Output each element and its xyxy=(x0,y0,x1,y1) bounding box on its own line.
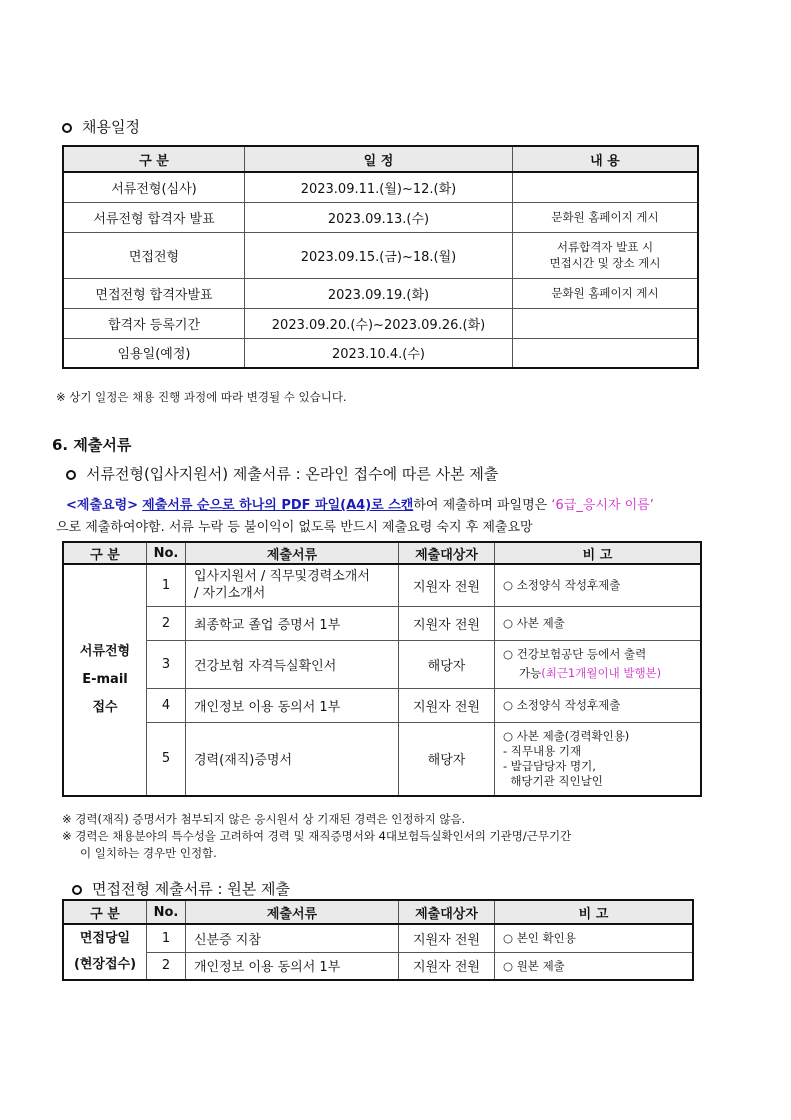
cell: 합격자 등록기간 xyxy=(63,308,245,338)
cell: 면접전형 xyxy=(63,232,245,278)
table-row xyxy=(63,688,701,722)
circle-bullet-icon xyxy=(62,123,72,133)
group-label-line: (현장접수) xyxy=(73,957,137,972)
cell: 해당자 xyxy=(399,722,495,796)
note-line: 이 일치하는 경우만 인정함. xyxy=(80,846,217,860)
cell: 문화원 홈페이지 게시 xyxy=(513,278,699,308)
remark-text: 가능 xyxy=(519,666,542,680)
cell: 입사지원서 / 직무및경력소개서 / 자기소개서 xyxy=(186,564,399,606)
cell: 2023.10.4.(수) xyxy=(245,338,513,368)
cell: 3 xyxy=(147,640,186,688)
cell xyxy=(513,308,699,338)
header-cell: No. xyxy=(147,542,186,564)
cell: 1 xyxy=(147,564,186,606)
table-row xyxy=(63,232,698,278)
schedule-note: ※ 상기 일정은 채용 진행 과정에 따라 변경될 수 있습니다. xyxy=(56,390,347,404)
cell: 서류합격자 발표 시 면접시간 및 장소 게시 xyxy=(513,232,699,278)
header-cell: 제출서류 xyxy=(186,542,399,564)
cell xyxy=(495,640,702,688)
circle-bullet-icon xyxy=(72,885,82,895)
group-label-line: 접수 xyxy=(92,700,118,715)
cell: ○ 소정양식 작성후제출 xyxy=(495,688,702,722)
table-row xyxy=(63,952,693,980)
cell: ○ 본인 확인용 xyxy=(495,924,694,952)
schedule-table xyxy=(62,145,699,369)
header-cell: 비 고 xyxy=(495,900,694,924)
cell: 면접전형 합격자발표 xyxy=(63,278,245,308)
table-row xyxy=(63,308,698,338)
cell: 5 xyxy=(147,722,186,796)
header-cell: No. xyxy=(147,900,186,924)
cell xyxy=(513,172,699,202)
header-cell: 제출대상자 xyxy=(399,542,495,564)
group-label-line: 서류전형 xyxy=(79,644,131,659)
header-cell: 내 용 xyxy=(513,146,699,172)
header-cell: 구 분 xyxy=(63,542,147,564)
cell: 2023.09.20.(수)~2023.09.26.(화) xyxy=(245,308,513,338)
cell: 경력(재직)증명서 xyxy=(186,722,399,796)
group-label xyxy=(63,564,147,796)
table-header-row xyxy=(63,542,701,564)
table-row xyxy=(63,640,701,688)
cell: 2 xyxy=(147,952,186,980)
table-row xyxy=(63,564,701,606)
schedule-heading: 채용일정 xyxy=(62,116,140,137)
cell: 신분증 지참 xyxy=(186,924,399,952)
table-row xyxy=(63,172,698,202)
interview-heading: 면접전형 제출서류 : 원본 제출 xyxy=(72,878,290,899)
cell: 1 xyxy=(147,924,186,952)
table-row xyxy=(63,924,693,952)
header-cell: 비 고 xyxy=(495,542,702,564)
instruction-filename: ‘6급_응시자 이름’ xyxy=(551,498,654,513)
remark-line: ○ 건강보험공단 등에서 출력 xyxy=(503,647,647,661)
circle-bullet-icon xyxy=(66,470,76,480)
cell: 2023.09.13.(수) xyxy=(245,202,513,232)
instruction-emphasis: 제출서류 순으로 하나의 PDF 파일(A4)로 스캔 xyxy=(142,498,414,513)
instruction-text: 하여 제출하며 파일명은 xyxy=(413,498,552,513)
table-header-row xyxy=(63,900,693,924)
cell: 4 xyxy=(147,688,186,722)
cell: 지원자 전원 xyxy=(399,688,495,722)
cell: 최종학교 졸업 증명서 1부 xyxy=(186,606,399,640)
cell: 개인정보 이용 동의서 1부 xyxy=(186,952,399,980)
cell: ○ 사본 제출 xyxy=(495,606,702,640)
header-cell: 제출서류 xyxy=(186,900,399,924)
submission-instructions xyxy=(66,494,654,513)
header-cell: 구 분 xyxy=(63,900,147,924)
cell: 지원자 전원 xyxy=(399,606,495,640)
document-screening-heading: 서류전형(입사지원서) 제출서류 : 온라인 접수에 따른 사본 제출 xyxy=(66,463,498,484)
cell: 건강보험 자격득실확인서 xyxy=(186,640,399,688)
table-row xyxy=(63,202,698,232)
table-header-row xyxy=(63,146,698,172)
cell: 2 xyxy=(147,606,186,640)
table-row xyxy=(63,722,701,796)
table-row xyxy=(63,338,698,368)
cell: 지원자 전원 xyxy=(399,564,495,606)
note-line: ※ 경력은 채용분야의 특수성을 고려하여 경력 및 재직증명서와 4대보험득실확인서의 기관명/근무기간 xyxy=(62,829,572,843)
cell: 서류전형(심사) xyxy=(63,172,245,202)
header-cell: 제출대상자 xyxy=(399,900,495,924)
cell: 지원자 전원 xyxy=(399,924,495,952)
cell: 서류전형 합격자 발표 xyxy=(63,202,245,232)
table-row xyxy=(63,606,701,640)
note-line: ※ 경력(재직) 증명서가 첨부되지 않은 응시원서 상 기재된 경력은 인정하지 않음. xyxy=(62,812,466,826)
interview-submission-table xyxy=(62,899,694,981)
cell: 개인정보 이용 동의서 1부 xyxy=(186,688,399,722)
remark-highlight: (최근1개월이내 발행본) xyxy=(541,666,662,680)
instruction-label: <제출요령> xyxy=(66,498,139,513)
cell: ○ 사본 제출(경력확인용) - 직무내용 기재 - 발급담당자 명기, 해당기관 직인날인 xyxy=(495,722,702,796)
cell: 2023.09.11.(월)~12.(화) xyxy=(245,172,513,202)
cell: 해당자 xyxy=(399,640,495,688)
cell: 2023.09.19.(화) xyxy=(245,278,513,308)
cell: ○ 소정양식 작성후제출 xyxy=(495,564,702,606)
cell: 지원자 전원 xyxy=(399,952,495,980)
cell: 임용일(예정) xyxy=(63,338,245,368)
table-row xyxy=(63,278,698,308)
header-cell: 구 분 xyxy=(63,146,245,172)
cell: ○ 원본 제출 xyxy=(495,952,694,980)
group-label-line: 면접당일 xyxy=(79,931,131,946)
cell: 2023.09.15.(금)~18.(월) xyxy=(245,232,513,278)
cell xyxy=(513,338,699,368)
instruction-line2: 으로 제출하여야함. 서류 누락 등 불이익이 없도록 반드시 제출요령 숙지 후 제출요망 xyxy=(56,520,533,535)
group-label-line: E-mail xyxy=(82,672,128,687)
remark-line xyxy=(503,664,700,683)
header-cell: 일 정 xyxy=(245,146,513,172)
group-label xyxy=(63,924,147,980)
section-title: 6. 제출서류 xyxy=(52,436,132,454)
cell: 문화원 홈페이지 게시 xyxy=(513,202,699,232)
document-submission-table xyxy=(62,541,702,797)
